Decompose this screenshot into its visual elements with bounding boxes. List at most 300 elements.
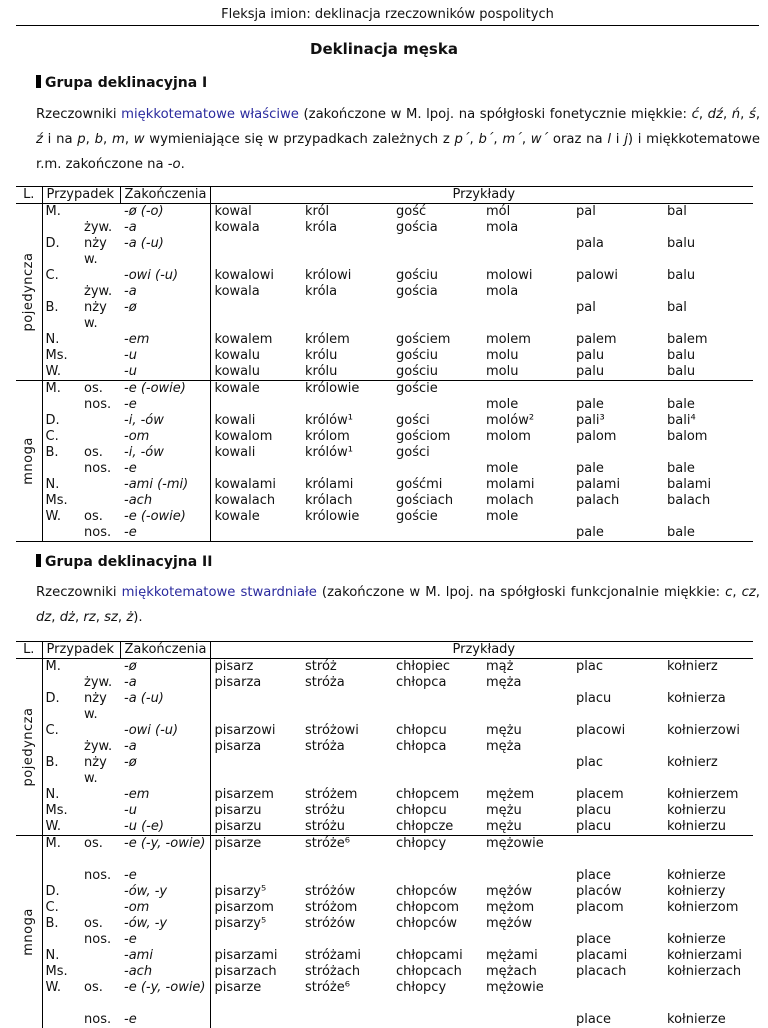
case-name: Ms. [45,963,68,979]
example-4: molów² [486,413,535,428]
case-name [42,1012,82,1028]
number-label-text: mnoga [20,907,36,956]
example-1 [210,932,301,948]
ending: -e (-owie) [120,381,210,398]
declension-table-group-2 [16,641,753,1028]
table-row [16,819,753,836]
example-4 [482,868,572,884]
case-name: B. [45,915,59,931]
table-row [16,220,753,236]
table-row [16,916,753,932]
example-3: gość [396,204,427,219]
example-5: plac [576,755,603,770]
paragraph-run: wymieniające się w przypadkach zależnych z [144,132,455,147]
example-5: placem [576,787,624,802]
example-6: kołnierzach [667,963,742,979]
example-5 [572,675,663,691]
example-3: gośćmi [396,477,443,492]
example-4: mola [486,284,519,299]
example-4: molu [486,364,519,379]
ending: -em [120,787,210,803]
case-name: Ms. [45,493,68,508]
example-1: pisarzem [214,787,274,802]
example-2 [301,236,392,268]
example-5: place [576,931,611,947]
example-5: plac [576,659,603,674]
table-row [16,381,753,398]
paragraph-run: , [493,132,503,147]
example-4 [482,525,572,541]
ending: -ami (-mi) [120,477,210,493]
example-6: balami [667,477,712,492]
animacy: os. [84,915,103,931]
example-6: kołnierze [667,1011,726,1027]
animacy: nżyw. [84,300,107,331]
example-1: pisarza [214,739,262,754]
example-6: balu [667,268,696,283]
example-5: palem [576,332,617,347]
example-1: pisarzach [214,963,277,979]
example-2: królem [305,332,350,347]
paragraph-run: ś [748,107,756,122]
table-row [16,397,753,413]
example-5: placu [576,819,612,834]
table-row [16,445,753,461]
ending: -i, -ów [120,413,210,429]
example-5 [572,445,663,461]
paragraph-run: ) i miękkotematowe r.m. zakończone na [36,132,761,172]
example-4: mól [486,204,511,219]
table-row [16,900,753,916]
case-name: Ms. [45,803,68,818]
example-4: mężu [486,819,522,834]
paragraph-run: rz [83,610,96,625]
example-4: mężach [486,963,537,979]
example-6: kołnierzami [667,947,742,963]
example-5: palowi [576,268,619,283]
example-5: placu [576,691,612,706]
example-5: placami [576,947,628,963]
ending: -i, -ów [120,445,210,461]
animacy: żyw. [84,220,113,235]
paragraph-run: m [111,132,125,147]
example-5: pali³ [576,413,605,428]
ending: -u [120,803,210,819]
example-5 [572,381,663,398]
example-1 [210,525,301,541]
example-1: kowalom [214,429,273,444]
paragraph-run: , [85,132,95,147]
example-1 [210,1012,301,1028]
example-6: kołnierz [667,755,718,770]
paragraph-run: oraz na [548,132,608,147]
group-2-heading [36,554,212,570]
case-name: B. [45,755,59,770]
example-3 [392,755,482,787]
animacy [82,964,120,980]
example-5 [572,220,663,236]
table-row [16,300,753,332]
paragraph-run: , [521,132,531,147]
case-name [42,461,82,477]
case-name: C. [45,899,59,915]
paragraph-run: ź [36,132,43,147]
example-5: palom [576,429,617,444]
group-1-description [36,102,760,177]
col-header-ending: Zakończenia [120,642,210,659]
animacy: nos. [84,461,112,476]
running-head: Fleksja imion: deklinacja rzeczowników pospolitych [16,7,759,26]
ending: -e [120,932,210,948]
group-2-heading-text: Grupa deklinacyjna II [45,554,213,570]
example-1: kowala [214,284,260,299]
ending: -om [120,900,210,916]
table-row [16,1012,753,1028]
example-1: pisarze [214,979,262,995]
table-row [16,787,753,803]
ending: -ø [120,659,210,676]
example-5: place [576,867,611,883]
col-header-examples: Przykłady [210,187,753,204]
ending: -ów, -y [120,916,210,932]
animacy [82,659,120,676]
example-4 [482,932,572,948]
example-1: pisarzowi [214,723,276,738]
ending: -e (-y, -owie) [120,980,210,1012]
example-4: mąż [486,659,514,674]
paragraph-run: j [624,132,628,147]
example-1: kowalowi [214,268,274,283]
example-4: mężu [486,803,522,818]
paragraph-run: , [732,585,742,600]
case-name [42,220,82,236]
table-row [16,980,753,1012]
paragraph-run: dz [36,610,52,625]
table-row [16,525,753,541]
table-row [16,477,753,493]
col-header-case: Przypadek [42,642,120,659]
example-2 [301,1012,392,1028]
example-3: gości [396,413,430,428]
case-name [42,397,82,413]
ending: -ami [120,948,210,964]
example-2: stróżowi [305,723,359,738]
animacy: nos. [84,397,112,412]
paragraph-run: Rzeczowniki [36,585,122,600]
example-1 [210,461,301,477]
example-2: stróż [305,659,337,674]
paragraph-run: , [74,610,84,625]
case-name: Ms. [45,348,68,363]
example-3 [392,1012,482,1028]
animacy [82,948,120,964]
example-6: kołnierzu [667,803,726,818]
term-link[interactable]: miękkotematowe stwardniałe [121,585,317,600]
example-2: stróżu [305,819,345,834]
animacy [82,493,120,509]
example-1: kowalem [214,332,273,347]
animacy: os. [84,445,103,460]
example-2: stróżów [305,883,356,899]
group-1-heading-text: Grupa deklinacyjna I [45,75,208,91]
case-name: D. [45,413,60,428]
animacy: os. [82,381,120,398]
case-name [42,932,82,948]
table-row [16,932,753,948]
example-1 [210,397,301,413]
ending: -a [120,675,210,691]
table-row [16,348,753,364]
ending: -a [120,284,210,300]
example-5: placom [576,899,624,915]
example-6 [663,284,753,300]
ending: -em [120,332,210,348]
example-3: chłopcy [392,836,482,868]
example-4 [482,300,572,332]
animacy: nżyw. [84,236,107,267]
example-3: chłopiec [396,659,451,674]
ending: -ach [120,493,210,509]
example-6 [663,675,753,691]
example-6: kołnierzu [667,819,726,834]
example-2 [301,932,392,948]
example-2 [301,755,392,787]
table-row [16,755,753,787]
table-row [16,723,753,739]
example-2: króla [305,220,338,235]
example-5 [572,836,663,868]
paragraph-run: . [180,157,185,172]
animacy: nos. [84,867,112,883]
paragraph-run: c [725,585,733,600]
heading-bar-icon [36,554,41,567]
example-2 [301,691,392,723]
example-1: kowale [210,381,301,398]
ending: -a [120,739,210,755]
table-row [16,364,753,381]
animacy [82,723,120,739]
term-link[interactable]: miękkotematowe właściwe [121,107,299,122]
case-name: D. [45,236,60,251]
ending: -e [120,397,210,413]
example-4: męża [486,739,522,754]
example-3: chłopców [396,883,458,899]
table-row [16,204,753,221]
paragraph-run: p´ [454,132,470,147]
animacy [82,332,120,348]
example-2 [301,525,392,541]
table-row [16,284,753,300]
example-1: pisarzy⁵ [214,915,267,931]
example-3: chłopcu [396,803,447,818]
paragraph-run: , [469,132,479,147]
example-2: króla [305,284,338,299]
example-3: gościa [396,284,438,299]
animacy: nos. [84,1011,112,1027]
example-3 [392,461,482,477]
example-3: gościa [396,220,438,235]
example-4 [482,445,572,461]
table-row [16,948,753,964]
case-name: C. [45,723,59,738]
example-4 [482,1012,572,1028]
paragraph-run: dż [59,610,75,625]
example-2: królami [305,477,354,492]
example-4: mężem [486,787,535,802]
paragraph-run: -o [167,157,181,172]
case-name [42,868,82,884]
animacy: żyw. [84,675,113,690]
table-header-row [16,187,753,204]
example-3 [392,691,482,723]
example-4: mola [486,220,519,235]
example-2: królowi [305,268,352,283]
example-5: palami [576,477,621,492]
ending: -a (-u) [120,236,210,268]
example-3: chłopcami [396,947,463,963]
example-6: kołnierzowi [667,723,740,738]
example-5: pale [576,397,604,412]
grammatical-number-label [16,204,42,381]
example-1 [210,300,301,332]
example-3: chłopców [396,915,458,931]
animacy [82,268,120,284]
col-header-number: L. [16,642,42,659]
example-2: królu [305,364,338,379]
example-4: molami [486,477,535,492]
example-4: mężom [486,899,535,915]
example-3: chłopcze [396,819,454,834]
example-5 [572,284,663,300]
paragraph-run: b [94,132,103,147]
table-row [16,803,753,819]
example-1: kowali [214,413,256,428]
ending: -u [120,348,210,364]
example-4: mężów [486,883,533,899]
example-1: kowalu [214,348,260,363]
paragraph-run: , [698,107,708,122]
example-4: męża [486,675,522,690]
example-2: stróżem [305,787,358,802]
animacy: os. [84,509,103,524]
example-3: chłopca [396,739,447,754]
case-name: C. [45,429,59,444]
example-2: królowie [305,509,360,524]
animacy [82,204,120,221]
case-name: C. [45,268,59,283]
animacy: żyw. [84,739,113,754]
example-6 [663,836,753,868]
paragraph-run: ć [691,107,699,122]
example-1: kowala [214,220,260,235]
ending: -ø (-o) [120,204,210,221]
paragraph-run: , [103,132,112,147]
paragraph-run: , [51,610,60,625]
example-3: chłopca [396,675,447,690]
case-name [42,284,82,300]
table-row [16,964,753,980]
example-6: balu [667,236,696,251]
example-5 [572,739,663,755]
example-5: place [576,1011,611,1027]
animacy [82,429,120,445]
ending: -u [120,364,210,381]
example-1: pisarzu [214,819,262,834]
example-3: chłopcom [396,899,460,915]
animacy [82,819,120,836]
animacy: os. [84,979,103,995]
paragraph-run: , [95,610,105,625]
grammatical-number-label [16,659,42,836]
example-4: mole [486,397,519,412]
declension-table-group-1 [16,186,753,541]
paragraph-run: ń [731,107,741,122]
example-5: pale [576,461,604,476]
example-3: gościu [396,348,438,363]
paragraph-run: sz [104,610,118,625]
animacy [82,413,120,429]
case-name [42,675,82,691]
example-4: molu [486,348,519,363]
example-6 [663,381,753,398]
example-3: gościu [396,364,438,379]
example-6: kołnierze [667,867,726,883]
paragraph-run: , [755,585,760,600]
table-row [16,884,753,900]
example-4 [482,691,572,723]
group-1-heading [36,75,207,91]
example-4: mole [486,461,519,476]
ending: -owi (-u) [120,723,210,739]
animacy [82,348,120,364]
paragraph-run: w´ [530,132,549,147]
example-5: placowi [576,723,626,738]
example-3 [392,932,482,948]
example-5 [572,980,663,1012]
example-3 [392,868,482,884]
example-6: kołnierzom [667,899,739,915]
example-5: pal [576,204,596,219]
ending: -e [120,525,210,541]
case-name: M. [45,204,61,219]
example-2: stróżach [305,963,361,979]
example-2: królach [305,493,353,508]
example-2: stróże⁶ [305,979,350,995]
ending: -e [120,1012,210,1028]
animacy: nżyw. [84,691,107,722]
example-3: chłopcach [396,963,462,979]
example-4: molach [486,493,534,508]
animacy [82,787,120,803]
ending: -a [120,220,210,236]
example-4: mężu [486,723,522,738]
example-4: mężami [486,947,538,963]
animacy [82,884,120,900]
example-6: balu [667,348,696,363]
case-name: M. [45,659,61,674]
table-row [16,509,753,525]
example-6: kołnierzem [667,787,739,802]
example-4 [482,236,572,268]
example-6: balach [667,493,711,508]
example-1: pisarzom [214,899,274,915]
example-6: bal [667,300,687,315]
animacy [82,803,120,819]
example-6: balom [667,429,708,444]
ending: -ø [120,300,210,332]
grammatical-number-label [16,836,42,1028]
example-3: gościach [396,493,454,508]
